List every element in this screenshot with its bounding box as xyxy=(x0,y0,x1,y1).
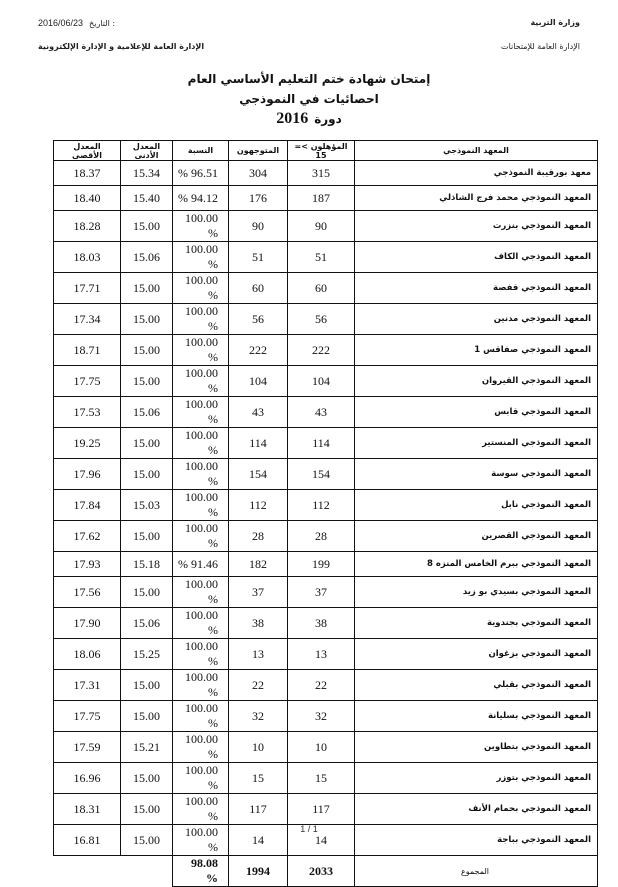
ratio-value: 100.00 % xyxy=(173,459,229,490)
oriented-count: 222 xyxy=(229,335,288,366)
oriented-count: 28 xyxy=(229,521,288,552)
table-row xyxy=(54,161,598,186)
max-average: 17.59 xyxy=(54,732,121,763)
oriented-count: 38 xyxy=(229,608,288,639)
total-qualified: 2033 xyxy=(288,856,355,887)
min-average: 15.03 xyxy=(121,490,173,521)
min-average: 15.00 xyxy=(121,428,173,459)
ratio-value: 100.00 % xyxy=(173,639,229,670)
oriented-count: 117 xyxy=(229,794,288,825)
ratio-value: 100.00 % xyxy=(173,490,229,521)
oriented-count: 114 xyxy=(229,428,288,459)
ratio-value: 100.00 % xyxy=(173,304,229,335)
max-average: 17.93 xyxy=(54,552,121,577)
institute-name: المعهد النموذجي بتطاوين xyxy=(355,732,598,763)
qualified-count: 117 xyxy=(288,794,355,825)
min-average: 15.00 xyxy=(121,304,173,335)
institute-name: المعهد النموذجي بقبلي xyxy=(355,670,598,701)
table-row xyxy=(54,242,598,273)
institute-name: المعهد النموذجي بسليانة xyxy=(355,701,598,732)
max-average: 18.37 xyxy=(54,161,121,186)
min-average: 15.00 xyxy=(121,794,173,825)
institute-name: المعهد النموذجي نابل xyxy=(355,490,598,521)
min-average: 15.00 xyxy=(121,211,173,242)
table-row xyxy=(54,304,598,335)
min-average: 15.00 xyxy=(121,335,173,366)
qualified-count: 22 xyxy=(288,670,355,701)
institute-name: المعهد النموذجي بحمام الأنف xyxy=(355,794,598,825)
ratio-value: 100.00 % xyxy=(173,763,229,794)
total-oriented: 1994 xyxy=(229,856,288,887)
table-row xyxy=(54,490,598,521)
max-average: 18.31 xyxy=(54,794,121,825)
institute-name: المعهد النموذجي صفاقس 1 xyxy=(355,335,598,366)
min-average: 15.25 xyxy=(121,639,173,670)
oriented-count: 182 xyxy=(229,552,288,577)
qualified-count: 13 xyxy=(288,639,355,670)
oriented-count: 176 xyxy=(229,186,288,211)
min-average: 15.34 xyxy=(121,161,173,186)
qualified-count: 14 xyxy=(288,825,355,856)
empty-cell xyxy=(121,856,173,887)
max-average: 18.40 xyxy=(54,186,121,211)
max-average: 17.53 xyxy=(54,397,121,428)
max-average: 17.56 xyxy=(54,577,121,608)
max-average: 17.90 xyxy=(54,608,121,639)
qualified-count: 104 xyxy=(288,366,355,397)
table-row xyxy=(54,428,598,459)
qualified-count: 10 xyxy=(288,732,355,763)
qualified-count: 32 xyxy=(288,701,355,732)
oriented-count: 51 xyxy=(229,242,288,273)
ratio-value: 100.00 % xyxy=(173,273,229,304)
institute-name: المعهد النموذجي قفصة xyxy=(355,273,598,304)
max-average: 16.96 xyxy=(54,763,121,794)
ratio-value: 100.00 % xyxy=(173,366,229,397)
qualified-count: 315 xyxy=(288,161,355,186)
max-average: 18.03 xyxy=(54,242,121,273)
max-average: 17.34 xyxy=(54,304,121,335)
table-row xyxy=(54,577,598,608)
oriented-count: 32 xyxy=(229,701,288,732)
max-average: 17.31 xyxy=(54,670,121,701)
qualified-count: 154 xyxy=(288,459,355,490)
oriented-count: 154 xyxy=(229,459,288,490)
table-row xyxy=(54,552,598,577)
institute-name: معهد بورقيبة النموذجي xyxy=(355,161,598,186)
institute-name: المعهد النموذجي سوسة xyxy=(355,459,598,490)
total-ratio: 98.08 % xyxy=(173,856,229,887)
institute-name: المعهد النموذجي بسيدي بو زيد xyxy=(355,577,598,608)
qualified-count: 222 xyxy=(288,335,355,366)
col-header-institute: المعهد النموذجي xyxy=(355,141,598,161)
oriented-count: 37 xyxy=(229,577,288,608)
date-line xyxy=(38,18,115,28)
table-row xyxy=(54,701,598,732)
min-average: 15.40 xyxy=(121,186,173,211)
max-average: 19.25 xyxy=(54,428,121,459)
qualified-count: 187 xyxy=(288,186,355,211)
institute-name: المعهد النموذجي بتوزر xyxy=(355,763,598,794)
qualified-count: 38 xyxy=(288,608,355,639)
institute-name: المعهد النموذجي قابس xyxy=(355,397,598,428)
qualified-count: 37 xyxy=(288,577,355,608)
ratio-value: 96.51 % xyxy=(173,161,229,186)
oriented-count: 304 xyxy=(229,161,288,186)
document-title: إمتحان شهادة ختم التعليم الأساسي العام xyxy=(187,72,431,86)
max-average: 18.71 xyxy=(54,335,121,366)
ratio-value: 100.00 % xyxy=(173,701,229,732)
oriented-count: 13 xyxy=(229,639,288,670)
date-value: 2016/06/23 xyxy=(38,18,84,28)
oriented-count: 43 xyxy=(229,397,288,428)
table-row xyxy=(54,732,598,763)
table-row xyxy=(54,763,598,794)
ratio-value: 100.00 % xyxy=(173,242,229,273)
qualified-count: 60 xyxy=(288,273,355,304)
table-row xyxy=(54,397,598,428)
min-average: 15.18 xyxy=(121,552,173,577)
institute-name: المعهد النموذجي بباجة xyxy=(355,825,598,856)
col-header-ratio: النسبة xyxy=(173,141,229,161)
info-department: الإدارة العامة للإعلامية و الإدارة الإلكترونية xyxy=(38,42,205,51)
oriented-count: 22 xyxy=(229,670,288,701)
table-row xyxy=(54,186,598,211)
table-header-row xyxy=(54,141,598,161)
min-average: 15.06 xyxy=(121,242,173,273)
min-average: 15.00 xyxy=(121,763,173,794)
ratio-value: 91.46 % xyxy=(173,552,229,577)
table-row xyxy=(54,521,598,552)
session-label: دورة xyxy=(314,112,342,126)
ratio-value: 100.00 % xyxy=(173,428,229,459)
col-header-max-average: المعدل الأقصى xyxy=(54,141,121,161)
ratio-value: 100.00 % xyxy=(173,732,229,763)
oriented-count: 14 xyxy=(229,825,288,856)
institute-name: المعهد النموذجي المنستير xyxy=(355,428,598,459)
date-label: التاريخ : xyxy=(89,19,116,28)
statistics-table xyxy=(53,140,598,887)
min-average: 15.00 xyxy=(121,521,173,552)
document-subtitle: احصائيات في النموذجي xyxy=(239,92,379,106)
qualified-count: 114 xyxy=(288,428,355,459)
qualified-count: 90 xyxy=(288,211,355,242)
institute-name: المعهد النموذجي ببرم الخامس المنزه 8 xyxy=(355,552,598,577)
col-header-oriented: المتوجهون xyxy=(229,141,288,161)
table-row xyxy=(54,335,598,366)
oriented-count: 60 xyxy=(229,273,288,304)
empty-cell xyxy=(54,856,121,887)
institute-name: المعهد النموذجي مدنين xyxy=(355,304,598,335)
max-average: 17.75 xyxy=(54,366,121,397)
qualified-count: 199 xyxy=(288,552,355,577)
ministry-name: وزارة التربية xyxy=(530,18,580,27)
min-average: 15.00 xyxy=(121,701,173,732)
total-label: المجموع xyxy=(355,856,598,887)
institute-name: المعهد النموذجي بنزرت xyxy=(355,211,598,242)
min-average: 15.21 xyxy=(121,732,173,763)
total-row xyxy=(54,856,598,887)
table-row xyxy=(54,459,598,490)
min-average: 15.06 xyxy=(121,397,173,428)
min-average: 15.00 xyxy=(121,366,173,397)
institute-name: المعهد النموذجي بجندوبة xyxy=(355,608,598,639)
min-average: 15.00 xyxy=(121,273,173,304)
oriented-count: 112 xyxy=(229,490,288,521)
max-average: 16.81 xyxy=(54,825,121,856)
table-row xyxy=(54,794,598,825)
max-average: 18.06 xyxy=(54,639,121,670)
max-average: 18.28 xyxy=(54,211,121,242)
ratio-value: 100.00 % xyxy=(173,397,229,428)
col-header-min-average: المعدل الأدنى xyxy=(121,141,173,161)
qualified-count: 112 xyxy=(288,490,355,521)
min-average: 15.00 xyxy=(121,825,173,856)
max-average: 17.96 xyxy=(54,459,121,490)
ratio-value: 100.00 % xyxy=(173,521,229,552)
oriented-count: 56 xyxy=(229,304,288,335)
min-average: 15.00 xyxy=(121,459,173,490)
qualified-count: 15 xyxy=(288,763,355,794)
qualified-count: 51 xyxy=(288,242,355,273)
page-number: 1 / 1 xyxy=(300,824,318,834)
oriented-count: 104 xyxy=(229,366,288,397)
table-row xyxy=(54,608,598,639)
ratio-value: 100.00 % xyxy=(173,577,229,608)
max-average: 17.71 xyxy=(54,273,121,304)
col-header-qualified: المؤهلون >= 15 xyxy=(288,141,355,161)
max-average: 17.62 xyxy=(54,521,121,552)
table-row xyxy=(54,670,598,701)
ratio-value: 100.00 % xyxy=(173,670,229,701)
ratio-value: 100.00 % xyxy=(173,794,229,825)
institute-name: المعهد النموذجي محمد فرج الشاذلي xyxy=(355,186,598,211)
institute-name: المعهد النموذجي الكاف xyxy=(355,242,598,273)
table-row xyxy=(54,639,598,670)
institute-name: المعهد النموذجي بزغوان xyxy=(355,639,598,670)
oriented-count: 10 xyxy=(229,732,288,763)
exam-department: الإدارة العامة للإمتحانات xyxy=(501,42,580,51)
ratio-value: 100.00 % xyxy=(173,608,229,639)
oriented-count: 90 xyxy=(229,211,288,242)
ratio-value: 100.00 % xyxy=(173,335,229,366)
table-row xyxy=(54,366,598,397)
ratio-value: 94.12 % xyxy=(173,186,229,211)
oriented-count: 15 xyxy=(229,763,288,794)
session-year: 2016 xyxy=(276,110,309,127)
max-average: 17.84 xyxy=(54,490,121,521)
institute-name: المعهد النموذجي القيروان xyxy=(355,366,598,397)
qualified-count: 56 xyxy=(288,304,355,335)
min-average: 15.06 xyxy=(121,608,173,639)
ratio-value: 100.00 % xyxy=(173,825,229,856)
qualified-count: 28 xyxy=(288,521,355,552)
min-average: 15.00 xyxy=(121,670,173,701)
min-average: 15.00 xyxy=(121,577,173,608)
ratio-value: 100.00 % xyxy=(173,211,229,242)
institute-name: المعهد النموذجي القصرين xyxy=(355,521,598,552)
table-row xyxy=(54,273,598,304)
table-row xyxy=(54,211,598,242)
max-average: 17.75 xyxy=(54,701,121,732)
session-title xyxy=(0,110,618,128)
qualified-count: 43 xyxy=(288,397,355,428)
